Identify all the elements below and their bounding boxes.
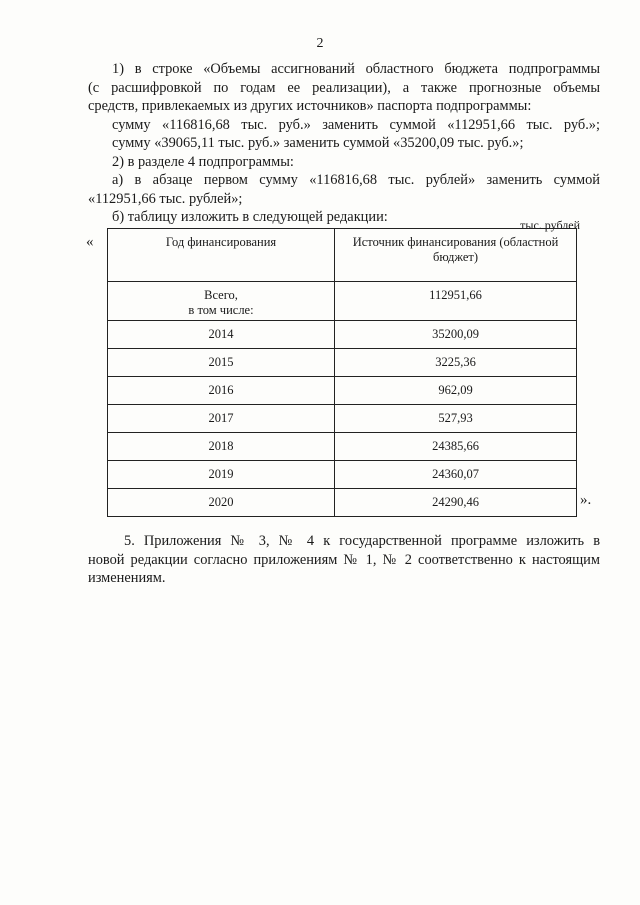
total-value: 112951,66 xyxy=(335,282,577,321)
year-cell: 2014 xyxy=(108,321,335,349)
year-cell: 2018 xyxy=(108,433,335,461)
value-cell: 962,09 xyxy=(335,377,577,405)
header-source: Источник финансирования (областной бюджет) xyxy=(335,229,577,282)
year-cell: 2017 xyxy=(108,405,335,433)
closing-line-1: 5. Приложения № 3, № 4 к государственной программе изложить в xyxy=(124,533,600,549)
value-cell: 24385,66 xyxy=(335,433,577,461)
table-header-row xyxy=(108,229,577,282)
year-cell: 2016 xyxy=(108,377,335,405)
table-units: тыс. рублей xyxy=(520,218,580,232)
intro-line-3: средств, привлекаемых из других источников» паспорта подпрограммы: xyxy=(88,98,532,114)
table-open-quote: « xyxy=(86,234,94,250)
value-cell: 24360,07 xyxy=(335,461,577,489)
intro-line-6: 2) в разделе 4 подпрограммы: xyxy=(112,154,294,170)
table-row xyxy=(108,321,577,349)
value-cell: 527,93 xyxy=(335,405,577,433)
intro-line-9: б) таблицу изложить в следующей редакции: xyxy=(112,209,388,225)
total-label-line1: Всего, xyxy=(204,288,238,302)
table-row-total xyxy=(108,282,577,321)
table-row xyxy=(108,489,577,517)
table-row xyxy=(108,433,577,461)
header-year: Год финансирования xyxy=(108,229,335,282)
financing-table xyxy=(107,228,577,517)
intro-line-5: сумму «39065,11 тыс. руб.» заменить суммой «35200,09 тыс. руб.»; xyxy=(112,135,524,151)
intro-line-7: а) в абзаце первом сумму «116816,68 тыс. рублей» заменить суммой xyxy=(112,172,600,188)
intro-line-8: «112951,66 тыс. рублей»; xyxy=(88,191,243,207)
intro-line-2: (с расшифровкой по годам ее реализации), а также прогнозные объемы xyxy=(88,80,600,96)
table-close-quote: ». xyxy=(580,492,592,508)
intro-line-4: сумму «116816,68 тыс. руб.» заменить суммой «112951,66 тыс. руб.»; xyxy=(112,117,600,133)
year-cell: 2015 xyxy=(108,349,335,377)
year-cell: 2020 xyxy=(108,489,335,517)
table-row xyxy=(108,405,577,433)
page-number: 2 xyxy=(316,36,324,51)
table-row xyxy=(108,377,577,405)
value-cell: 3225,36 xyxy=(335,349,577,377)
value-cell: 24290,46 xyxy=(335,489,577,517)
table-row xyxy=(108,349,577,377)
total-label xyxy=(108,282,335,321)
year-cell: 2019 xyxy=(108,461,335,489)
table-row xyxy=(108,461,577,489)
intro-line-1: 1) в строке «Объемы ассигнований областного бюджета подпрограммы xyxy=(112,61,600,77)
value-cell: 35200,09 xyxy=(335,321,577,349)
closing-line-2: новой редакции согласно приложениям № 1, № 2 соответственно к настоящим xyxy=(88,552,600,568)
closing-line-3: изменениям. xyxy=(88,570,166,586)
total-label-line2: в том числе: xyxy=(188,303,254,317)
